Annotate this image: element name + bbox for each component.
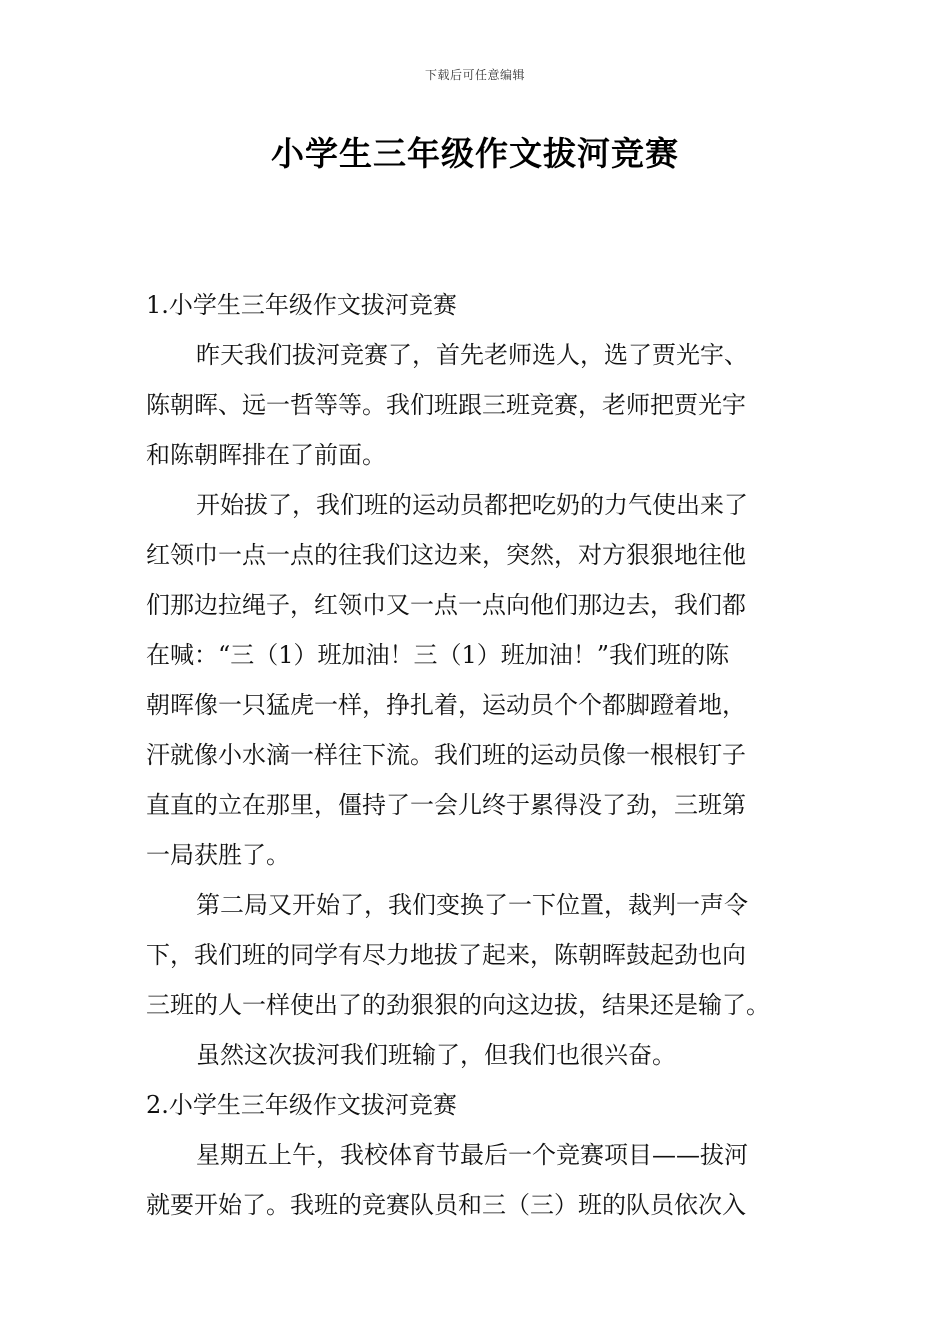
paragraph-line: 虽然这次拔河我们班输了，但我们也很兴奋。 <box>196 1041 676 1069</box>
paragraph-line: 汗就像小水滴一样往下流。我们班的运动员像一根根钉子 <box>146 741 746 769</box>
paragraph-line: 和陈朝晖排在了前面。 <box>146 441 386 469</box>
paragraph-line: 三班的人一样使出了的劲狠狠的向这边拔，结果还是输了。 <box>146 991 770 1019</box>
paragraph-line: 们那边拉绳子，红领巾又一点一点向他们那边去，我们都 <box>146 591 746 619</box>
paragraph-line: 下，我们班的同学有尽力地拔了起来，陈朝晖鼓起劲也向 <box>146 941 746 969</box>
paragraph-line: 就要开始了。我班的竞赛队员和三（三）班的队员依次入 <box>146 1191 746 1219</box>
section-heading-1: 1.小学生三年级作文拔河竞赛 <box>146 291 457 319</box>
paragraph-line: 第二局又开始了，我们变换了一下位置，裁判一声令 <box>196 891 748 919</box>
paragraph-line: 直直的立在那里，僵持了一会儿终于累得没了劲，三班第 <box>146 791 746 819</box>
document-title: 小学生三年级作文拔河竞赛 <box>271 134 679 173</box>
document-body <box>146 280 808 1230</box>
paragraph-line: 朝晖像一只猛虎一样，挣扎着，运动员个个都脚蹬着地， <box>146 691 746 719</box>
section-heading-2: 2.小学生三年级作文拔河竞赛 <box>146 1091 457 1119</box>
paragraph-line: 昨天我们拔河竞赛了，首先老师选人，选了贾光宇、 <box>196 341 748 369</box>
header-note: 下载后可任意编辑 <box>424 68 525 82</box>
paragraph-line: 开始拔了，我们班的运动员都把吃奶的力气使出来了 <box>196 491 748 519</box>
paragraph-line: 星期五上午，我校体育节最后一个竞赛项目——拔河 <box>196 1141 748 1169</box>
paragraph-line: 一局获胜了。 <box>146 841 290 869</box>
paragraph-line: 陈朝晖、远一哲等等。我们班跟三班竞赛，老师把贾光宇 <box>146 391 746 419</box>
paragraph-line: 在喊：“三（1）班加油！三（1）班加油！”我们班的陈 <box>146 641 730 669</box>
paragraph-line: 红领巾一点一点的往我们这边来，突然，对方狠狠地往他 <box>146 541 746 569</box>
